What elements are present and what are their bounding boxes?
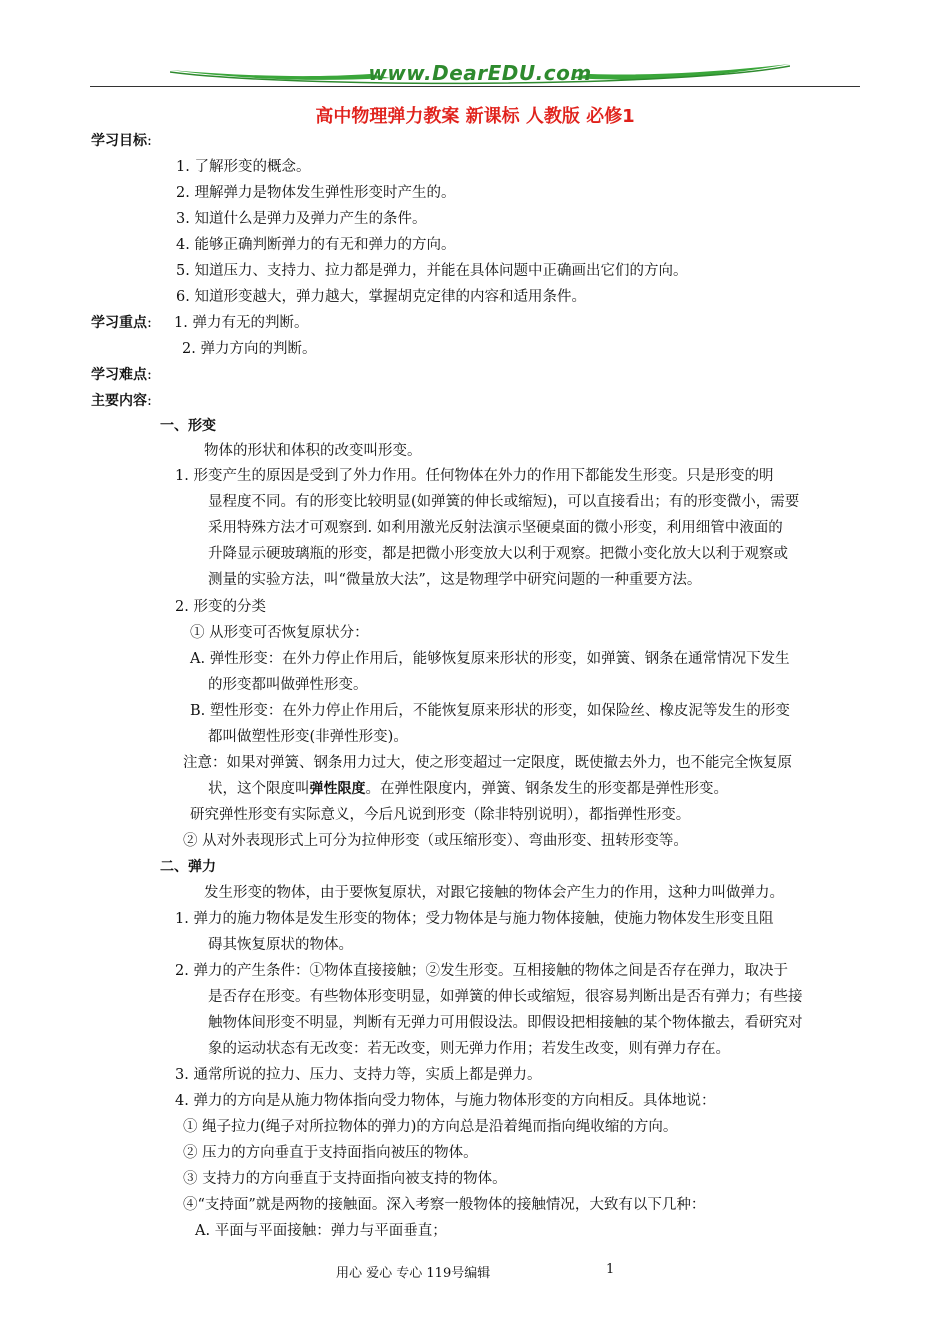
- paragraph-line: 测量的实验方法，叫“微量放大法”，这是物理学中研究问题的一种重要方法。: [208, 572, 702, 588]
- footer-text: 用心 爱心 专心 119号编辑: [336, 1266, 491, 1281]
- page-number: 1: [606, 1262, 615, 1277]
- paragraph: 3. 通常所说的拉力、压力、支持力等，实质上都是弹力。: [175, 1067, 542, 1083]
- objective-item: 2. 理解弹力是物体发生弹性形变时产生的。: [176, 185, 456, 201]
- paragraph-line: 1. 形变产生的原因是受到了外力作用。任何物体在外力的作用下都能发生形变。只是形变的明: [175, 468, 774, 484]
- key-point-item: 1. 弹力有无的判断。: [174, 315, 309, 331]
- paragraph: 发生形变的物体，由于要恢复原状，对跟它接触的物体会产生力的作用，这种力叫做弹力。: [204, 885, 784, 901]
- paragraph-line: 象的运动状态有无改变：若无改变，则无弹力作用；若发生改变，则有弹力存在。: [208, 1041, 730, 1057]
- paragraph-line: 都叫做塑性形变(非弹性形变)。: [208, 729, 408, 745]
- header-rule: [90, 86, 860, 87]
- key-point-item: 2. 弹力方向的判断。: [182, 341, 317, 357]
- paragraph: ① 绳子拉力(绳子对所拉物体的弹力)的方向总是沿着绳而指向绳收缩的方向。: [183, 1119, 678, 1135]
- paragraph-line: 1. 弹力的施力物体是发生形变的物体；受力物体是与施力物体接触，使施力物体发生形变且阻: [175, 911, 774, 927]
- paragraph: ④“支持面”就是两物的接触面。深入考察一般物体的接触情况，大致有以下几种：: [183, 1197, 706, 1213]
- main-content-heading: 主要内容:: [91, 393, 152, 409]
- paragraph: ② 压力的方向垂直于支持面指向被压的物体。: [183, 1145, 478, 1161]
- paragraph-line: 是否存在形变。有些物体形变明显，如弹簧的伸长或缩短，很容易判断出是否有弹力；有些接: [208, 989, 803, 1005]
- paragraph-line: 触物体间形变不明显，判断有无弹力可用假设法。即假设把相接触的某个物体撤去，看研究对: [208, 1015, 803, 1031]
- paragraph-line: 碍其恢复原状的物体。: [208, 937, 353, 953]
- paragraph: 物体的形状和体积的改变叫形变。: [204, 443, 422, 459]
- paragraph: 2. 形变的分类: [175, 599, 266, 615]
- paragraph-line: 升降显示硬玻璃瓶的形变，都是把微小形变放大以利于观察。把微小变化放大以利于观察或: [208, 546, 788, 562]
- paragraph-line: 显程度不同。有的形变比较明显(如弹簧的伸长或缩短)，可以直接看出；有的形变微小，需要: [208, 494, 800, 510]
- paragraph: 研究弹性形变有实际意义，今后凡说到形变（除非特别说明），都指弹性形变。: [190, 807, 691, 823]
- section-heading-elastic-force: 二、弹力: [160, 859, 216, 875]
- paragraph: ③ 支持力的方向垂直于支持面指向被支持的物体。: [183, 1171, 507, 1187]
- paragraph-line: 采用特殊方法才可观察到. 如利用激光反射法演示坚硬桌面的微小形变，利用细管中液面的: [208, 520, 783, 536]
- site-url: www.DearEDU.com: [368, 61, 592, 85]
- paragraph-line: B. 塑性形变：在外力停止作用后，不能恢复原来形状的形变，如保险丝、橡皮泥等发生的形变: [190, 703, 790, 719]
- paragraph: 4. 弹力的方向是从施力物体指向受力物体，与施力物体形变的方向相反。具体地说：: [175, 1093, 716, 1109]
- objective-item: 6. 知道形变越大，弹力越大，掌握胡克定律的内容和适用条件。: [176, 289, 586, 305]
- paragraph-line: 的形变都叫做弹性形变。: [208, 677, 368, 693]
- document-title: 高中物理弹力教案 新课标 人教版 必修1: [315, 106, 635, 127]
- paragraph: ① 从形变可否恢复原状分：: [190, 625, 369, 641]
- paragraph: A. 平面与平面接触：弹力与平面垂直；: [195, 1223, 447, 1239]
- paragraph-line: 2. 弹力的产生条件：①物体直接接触；②发生形变。互相接触的物体之间是否存在弹力，取决于: [175, 963, 788, 979]
- objective-item: 3. 知道什么是弹力及弹力产生的条件。: [176, 211, 427, 227]
- elastic-limit-term: 弹性限度: [309, 781, 366, 797]
- key-points-heading: 学习重点:: [91, 315, 152, 331]
- paragraph: ② 从对外表现形式上可分为拉伸形变（或压缩形变）、弯曲形变、扭转形变等。: [183, 833, 688, 849]
- objective-item: 4. 能够正确判断弹力的有无和弹力的方向。: [176, 237, 456, 253]
- note-line: 状，这个限度叫弹性限度。在弹性限度内，弹簧、钢条发生的形变都是弹性形变。: [208, 781, 728, 797]
- objective-item: 5. 知道压力、支持力、拉力都是弹力，并能在具体问题中正确画出它们的方向。: [176, 263, 688, 279]
- objective-item: 1. 了解形变的概念。: [176, 159, 311, 175]
- note-line: 注意：如果对弹簧、钢条用力过大，使之形变超过一定限度，既使撤去外力，也不能完全恢复原: [183, 755, 792, 771]
- paragraph-line: A. 弹性形变：在外力停止作用后，能够恢复原来形状的形变，如弹簧、钢条在通常情况下发生: [190, 651, 790, 667]
- objectives-heading: 学习目标:: [91, 133, 152, 149]
- difficulties-heading: 学习难点:: [91, 367, 152, 383]
- section-heading-deformation: 一、形变: [160, 418, 216, 434]
